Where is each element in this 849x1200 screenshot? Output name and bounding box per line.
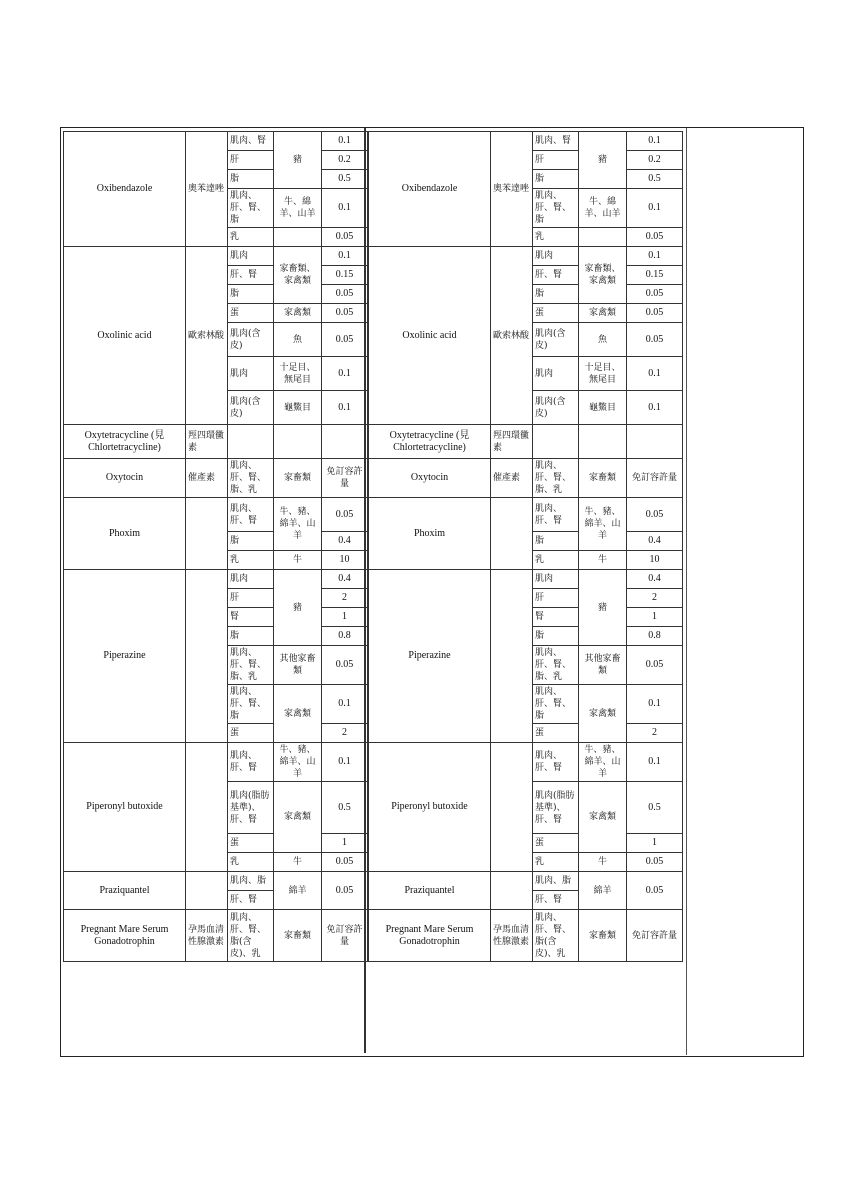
- limit-value-cell: 0.2: [322, 151, 368, 170]
- tissue-cell: 肝、腎: [228, 266, 274, 285]
- species-cell: 家禽類: [579, 685, 627, 743]
- tissue-cell: 肌肉、肝、腎、脂、乳: [533, 459, 579, 498]
- drug-name: Pregnant Mare Serum Gonadotrophin: [369, 910, 491, 962]
- limit-value-cell: 2: [627, 724, 683, 743]
- limit-value-cell: 0.15: [627, 266, 683, 285]
- table-row: [64, 132, 368, 151]
- tissue-cell: 腎: [228, 608, 274, 627]
- drug-chinese-name: 催產素: [186, 459, 228, 498]
- species-cell: 豬: [579, 570, 627, 646]
- tissue-cell: 脂: [228, 627, 274, 646]
- drug-chinese-name: 孕馬血清性腺激素: [186, 910, 228, 962]
- species-cell: 其他家畜類: [579, 646, 627, 685]
- limit-value-cell: 0.05: [322, 853, 368, 872]
- species-cell: 家禽類: [579, 782, 627, 853]
- drug-name: Oxolinic acid: [369, 247, 491, 425]
- limit-value-cell: 0.4: [322, 570, 368, 589]
- blank-column-border: [686, 128, 687, 1055]
- drug-name: Oxytocin: [369, 459, 491, 498]
- tissue-cell: 肌肉、肝、腎、脂(含皮)、乳: [228, 910, 274, 962]
- species-cell: 牛、豬、綿羊、山羊: [274, 743, 322, 782]
- limit-value-cell: 0.1: [627, 247, 683, 266]
- table-row: [64, 498, 368, 532]
- species-cell: 牛、豬、綿羊、山羊: [274, 498, 322, 551]
- drug-chinese-name: [186, 872, 228, 910]
- limit-value-cell: 0.5: [627, 782, 683, 834]
- drug-chinese-name: [186, 498, 228, 570]
- drug-name: Piperonyl butoxide: [369, 743, 491, 872]
- drug-name: Praziquantel: [369, 872, 491, 910]
- table-row: [64, 425, 368, 459]
- limit-value-cell: 0.8: [322, 627, 368, 646]
- limit-value-cell: 0.1: [627, 132, 683, 151]
- drug-chinese-name: 奧苯達唑: [491, 132, 533, 247]
- drug-chinese-name: 羥四環黴素: [186, 425, 228, 459]
- tissue-cell: 肌肉(含皮): [228, 323, 274, 357]
- tissue-cell: 肌肉(含皮): [228, 391, 274, 425]
- species-cell: 家畜類: [579, 459, 627, 498]
- limit-value-cell: 0.1: [322, 189, 368, 228]
- tissue-cell: 肌肉(脂肪基準)、肝、腎: [533, 782, 579, 834]
- tissue-cell: 肌肉(含皮): [533, 323, 579, 357]
- tissue-cell: [533, 425, 579, 459]
- tissue-cell: 乳: [533, 551, 579, 570]
- species-cell: 牛: [579, 853, 627, 872]
- limit-value-cell: 0.05: [322, 872, 368, 910]
- tissue-cell: 乳: [228, 228, 274, 247]
- species-cell: [274, 425, 322, 459]
- species-cell: [579, 425, 627, 459]
- drug-chinese-name: [491, 743, 533, 872]
- drug-name: Pregnant Mare Serum Gonadotrophin: [64, 910, 186, 962]
- species-cell: 家禽類: [274, 304, 322, 323]
- tissue-cell: 乳: [228, 853, 274, 872]
- species-cell: 豬: [579, 132, 627, 189]
- tissue-cell: 乳: [228, 551, 274, 570]
- table-row: [369, 570, 683, 589]
- species-cell: 家禽類: [274, 782, 322, 853]
- limit-value-cell: 0.1: [627, 743, 683, 782]
- tissue-cell: 蛋: [533, 834, 579, 853]
- tissue-cell: 肝、腎: [533, 891, 579, 910]
- tissue-cell: 肌肉、脂: [228, 872, 274, 891]
- drug-name: Piperazine: [369, 570, 491, 743]
- species-cell: 十足目、無尾目: [579, 357, 627, 391]
- tissue-cell: 肝、腎: [533, 266, 579, 285]
- table-row: [64, 247, 368, 266]
- drug-name: Piperazine: [64, 570, 186, 743]
- species-cell: 牛、豬、綿羊、山羊: [579, 743, 627, 782]
- tissue-cell: 肌肉: [533, 357, 579, 391]
- limit-value-cell: 0.05: [322, 285, 368, 304]
- tissue-cell: 脂: [228, 170, 274, 189]
- limit-value-cell: 0.4: [627, 532, 683, 551]
- drug-chinese-name: [491, 570, 533, 743]
- limit-value-cell: 免訂容許量: [627, 910, 683, 962]
- table-row: [64, 459, 368, 498]
- species-cell: 牛: [579, 551, 627, 570]
- tissue-cell: 肌肉、肝、腎、脂、乳: [228, 646, 274, 685]
- tissue-cell: 肌肉、腎: [228, 132, 274, 151]
- limit-value-cell: 免訂容許量: [322, 459, 368, 498]
- limit-value-cell: 1: [322, 834, 368, 853]
- species-cell: 龜鱉目: [579, 391, 627, 425]
- tissue-cell: 腎: [533, 608, 579, 627]
- drug-chinese-name: [491, 498, 533, 570]
- drug-chinese-name: 催產素: [491, 459, 533, 498]
- species-cell: 牛: [274, 551, 322, 570]
- drug-name: Piperonyl butoxide: [64, 743, 186, 872]
- tissue-cell: 脂: [533, 170, 579, 189]
- tissue-cell: 肝: [228, 151, 274, 170]
- tissue-cell: 脂: [533, 532, 579, 551]
- limit-value-cell: 2: [627, 589, 683, 608]
- table-row: [64, 570, 368, 589]
- tissue-cell: 肌肉、肝、腎、脂、乳: [228, 459, 274, 498]
- drug-name: Praziquantel: [64, 872, 186, 910]
- species-cell: 家禽類: [579, 304, 627, 323]
- limit-value-cell: 0.05: [627, 285, 683, 304]
- species-cell: 豬: [274, 132, 322, 189]
- limit-value-cell: 0.1: [322, 391, 368, 425]
- table-row: [369, 132, 683, 151]
- limit-value-cell: 1: [322, 608, 368, 627]
- tissue-cell: 蛋: [533, 724, 579, 743]
- tissue-cell: 肌肉(脂肪基準)、肝、腎: [228, 782, 274, 834]
- limit-value-cell: 0.05: [322, 646, 368, 685]
- limit-value-cell: 0.4: [627, 570, 683, 589]
- tissue-cell: 蛋: [228, 304, 274, 323]
- drug-name: Oxytocin: [64, 459, 186, 498]
- tissue-cell: 乳: [533, 228, 579, 247]
- tissue-cell: 脂: [228, 532, 274, 551]
- drug-name: Oxytetracycline (見Chlortetracycline): [64, 425, 186, 459]
- tissue-cell: 肌肉: [228, 247, 274, 266]
- tissue-cell: 肌肉、肝、腎: [533, 743, 579, 782]
- tissue-cell: 肌肉、肝、腎: [228, 743, 274, 782]
- limit-value-cell: 0.8: [627, 627, 683, 646]
- species-cell: 家畜類、家禽類: [274, 247, 322, 304]
- residue-table-left: [63, 131, 368, 962]
- species-cell: 家禽類: [274, 685, 322, 743]
- limit-value-cell: 0.1: [627, 685, 683, 724]
- limit-value-cell: 10: [322, 551, 368, 570]
- tissue-cell: 肌肉(含皮): [533, 391, 579, 425]
- table-row: [369, 910, 683, 962]
- drug-chinese-name: [186, 570, 228, 743]
- species-cell: 家畜類: [274, 459, 322, 498]
- species-cell: 牛、綿羊、山羊: [274, 189, 322, 228]
- column-divider: [364, 128, 366, 1053]
- drug-name: Oxytetracycline (見Chlortetracycline): [369, 425, 491, 459]
- limit-value-cell: 0.05: [322, 498, 368, 532]
- limit-value-cell: 0.05: [322, 304, 368, 323]
- limit-value-cell: [322, 425, 368, 459]
- limit-value-cell: 1: [627, 608, 683, 627]
- drug-chinese-name: 奧苯達唑: [186, 132, 228, 247]
- tissue-cell: 蛋: [228, 724, 274, 743]
- tissue-cell: 肝: [533, 589, 579, 608]
- table-row: [369, 425, 683, 459]
- table-row: [369, 743, 683, 782]
- limit-value-cell: 0.05: [322, 228, 368, 247]
- tissue-cell: 肌肉、脂: [533, 872, 579, 891]
- limit-value-cell: 0.1: [322, 357, 368, 391]
- species-cell: 家畜類: [274, 910, 322, 962]
- drug-chinese-name: [491, 872, 533, 910]
- table-row: [64, 872, 368, 891]
- tissue-cell: 肝: [228, 589, 274, 608]
- tissue-cell: 肌肉、腎: [533, 132, 579, 151]
- tissue-cell: 蛋: [533, 304, 579, 323]
- tissue-cell: 乳: [533, 853, 579, 872]
- tissue-cell: 肌肉、肝、腎、脂: [533, 189, 579, 228]
- species-cell: 魚: [274, 323, 322, 357]
- table-row: [369, 459, 683, 498]
- table-row: [369, 247, 683, 266]
- limit-value-cell: 1: [627, 834, 683, 853]
- drug-chinese-name: 孕馬血清性腺激素: [491, 910, 533, 962]
- species-cell: 牛: [274, 853, 322, 872]
- tissue-cell: 肌肉、肝、腎、脂(含皮)、乳: [533, 910, 579, 962]
- tissue-cell: 肌肉、肝、腎、脂: [228, 685, 274, 724]
- species-cell: 其他家畜類: [274, 646, 322, 685]
- tissue-cell: 肌肉、肝、腎、脂: [533, 685, 579, 724]
- limit-value-cell: 免訂容許量: [627, 459, 683, 498]
- species-cell: 魚: [579, 323, 627, 357]
- limit-value-cell: 0.1: [322, 247, 368, 266]
- limit-value-cell: 0.1: [322, 132, 368, 151]
- species-cell: 豬: [274, 570, 322, 646]
- limit-value-cell: 免訂容許量: [322, 910, 368, 962]
- table-row: [64, 910, 368, 962]
- drug-chinese-name: 歐索林酸: [491, 247, 533, 425]
- limit-value-cell: 0.05: [627, 323, 683, 357]
- tissue-cell: 肌肉、肝、腎: [228, 498, 274, 532]
- limit-value-cell: 0.2: [627, 151, 683, 170]
- limit-value-cell: 2: [322, 724, 368, 743]
- tissue-cell: 肌肉、肝、腎、脂: [228, 189, 274, 228]
- limit-value-cell: 0.05: [627, 498, 683, 532]
- drug-name: Oxolinic acid: [64, 247, 186, 425]
- tissue-cell: 肝、腎: [228, 891, 274, 910]
- limit-value-cell: 0.5: [322, 782, 368, 834]
- limit-value-cell: 0.1: [322, 743, 368, 782]
- species-cell: [579, 228, 627, 247]
- limit-value-cell: 0.1: [322, 685, 368, 724]
- species-cell: 十足目、無尾目: [274, 357, 322, 391]
- tissue-cell: 肌肉: [228, 357, 274, 391]
- tissue-cell: 肝: [533, 151, 579, 170]
- drug-name: Phoxim: [369, 498, 491, 570]
- limit-value-cell: 0.05: [627, 853, 683, 872]
- limit-value-cell: 0.4: [322, 532, 368, 551]
- tissue-cell: [228, 425, 274, 459]
- drug-name: Phoxim: [64, 498, 186, 570]
- limit-value-cell: 0.05: [322, 323, 368, 357]
- species-cell: 綿羊: [579, 872, 627, 910]
- species-cell: 牛、綿羊、山羊: [579, 189, 627, 228]
- limit-value-cell: 0.5: [322, 170, 368, 189]
- species-cell: 龜鱉目: [274, 391, 322, 425]
- species-cell: [274, 228, 322, 247]
- tissue-cell: 脂: [533, 285, 579, 304]
- tissue-cell: 脂: [228, 285, 274, 304]
- species-cell: 家畜類、家禽類: [579, 247, 627, 304]
- tissue-cell: 脂: [533, 627, 579, 646]
- drug-name: Oxibendazole: [369, 132, 491, 247]
- table-row: [64, 743, 368, 782]
- limit-value-cell: 10: [627, 551, 683, 570]
- table-row: [369, 872, 683, 891]
- tissue-cell: 肌肉: [533, 570, 579, 589]
- limit-value-cell: [627, 425, 683, 459]
- limit-value-cell: 0.05: [627, 304, 683, 323]
- residue-table-right: [368, 131, 683, 962]
- drug-chinese-name: 羥四環黴素: [491, 425, 533, 459]
- table-row: [369, 498, 683, 532]
- limit-value-cell: 0.1: [627, 357, 683, 391]
- limit-value-cell: 2: [322, 589, 368, 608]
- limit-value-cell: 0.1: [627, 189, 683, 228]
- limit-value-cell: 0.1: [627, 391, 683, 425]
- tissue-cell: 肌肉: [228, 570, 274, 589]
- species-cell: 綿羊: [274, 872, 322, 910]
- limit-value-cell: 0.05: [627, 228, 683, 247]
- drug-chinese-name: 歐索林酸: [186, 247, 228, 425]
- species-cell: 家畜類: [579, 910, 627, 962]
- tissue-cell: 蛋: [228, 834, 274, 853]
- species-cell: 牛、豬、綿羊、山羊: [579, 498, 627, 551]
- limit-value-cell: 0.5: [627, 170, 683, 189]
- limit-value-cell: 0.15: [322, 266, 368, 285]
- drug-name: Oxibendazole: [64, 132, 186, 247]
- tissue-cell: 肌肉: [533, 247, 579, 266]
- limit-value-cell: 0.05: [627, 872, 683, 910]
- tissue-cell: 肌肉、肝、腎、脂、乳: [533, 646, 579, 685]
- limit-value-cell: 0.05: [627, 646, 683, 685]
- drug-chinese-name: [186, 743, 228, 872]
- tissue-cell: 肌肉、肝、腎: [533, 498, 579, 532]
